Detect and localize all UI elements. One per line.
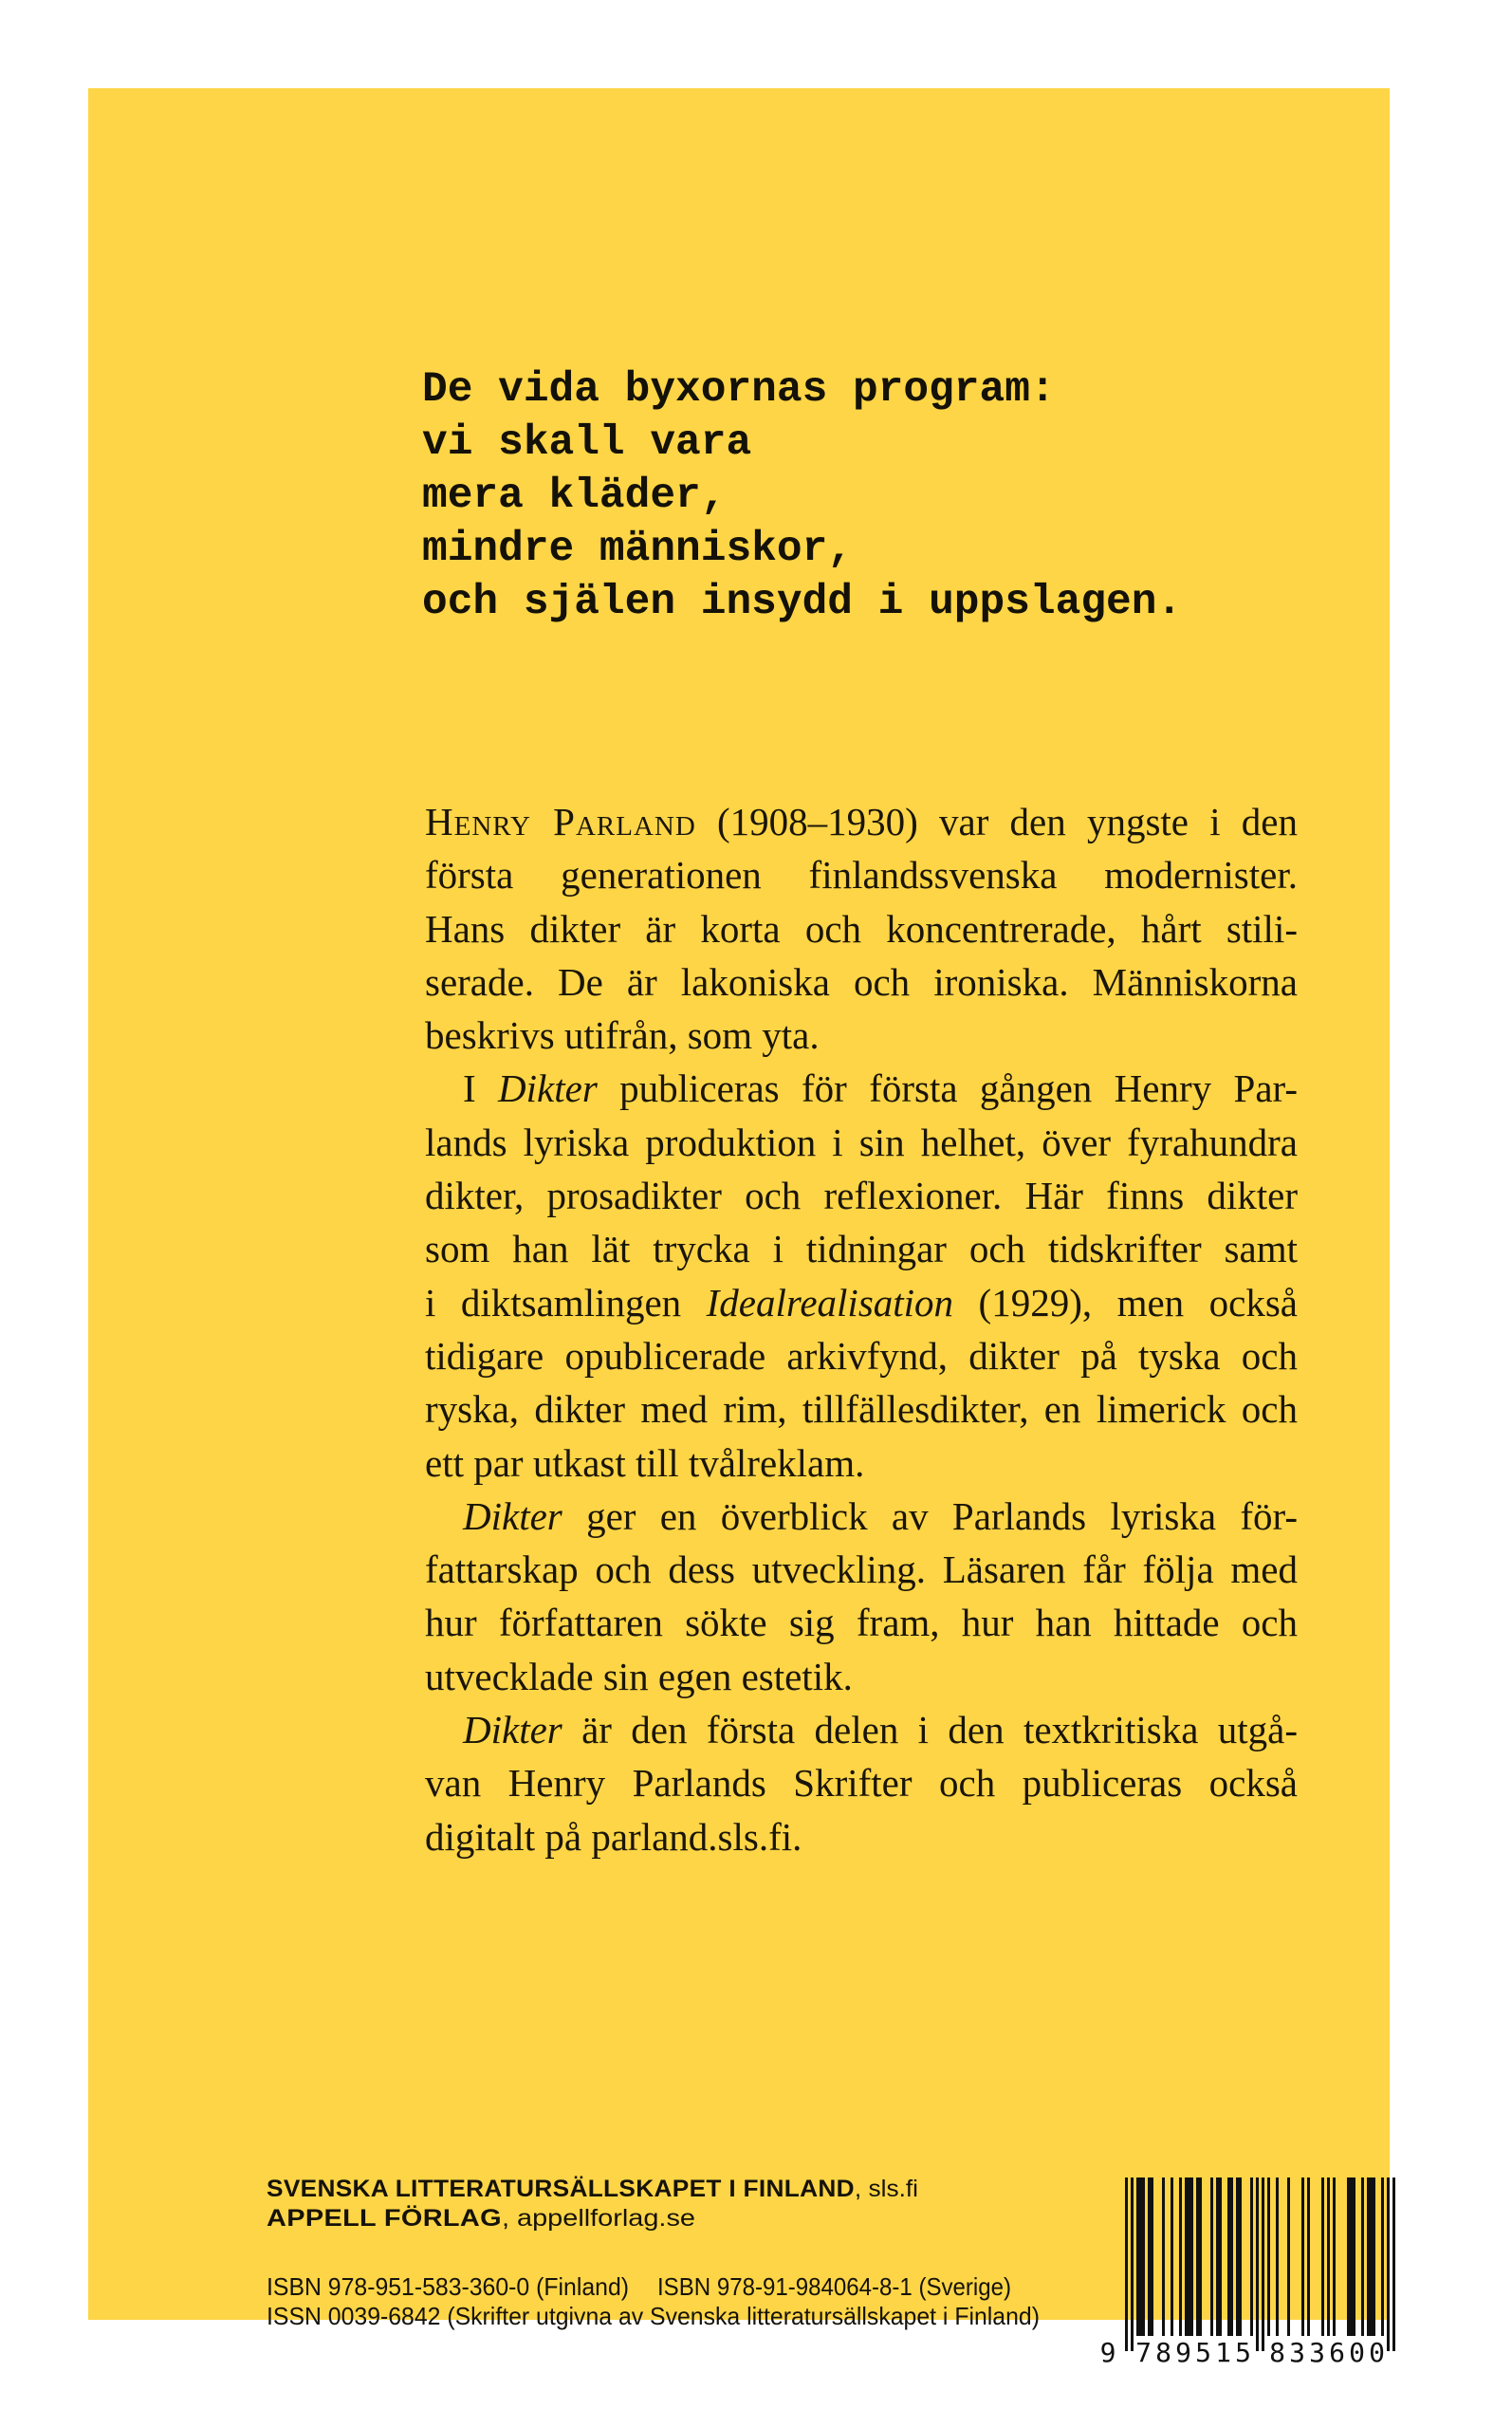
isbn-line xyxy=(267,2272,1077,2302)
barcode-bar xyxy=(1162,2177,1165,2336)
description-line xyxy=(425,902,1298,955)
description-line xyxy=(425,1116,1298,1169)
publisher-name: SVENSKA LITTERATURSÄLLSKAPET I FINLAND xyxy=(267,2176,855,2202)
barcode-digit: 6 xyxy=(1329,2337,1345,2368)
text-run: utvecklade sin egen estetik. xyxy=(425,1654,853,1698)
publishers-block xyxy=(267,2175,918,2233)
text-run: ger en överblick av Parlands lyriska för- xyxy=(562,1493,1298,1538)
barcode-bar xyxy=(1301,2177,1304,2336)
poem-line: vi skall vara xyxy=(422,419,752,467)
barcode-guard-bar xyxy=(1131,2177,1134,2351)
poem-line: och själen insydd i uppslagen. xyxy=(422,579,1183,626)
barcode-bar xyxy=(1367,2177,1375,2336)
barcode-bar xyxy=(1227,2177,1233,2336)
barcode-digit: 8 xyxy=(1155,2337,1171,2368)
publisher-comma: , xyxy=(501,2205,518,2232)
description-line xyxy=(425,1810,1298,1863)
barcode-guard-bar xyxy=(1392,2177,1395,2351)
description-line xyxy=(425,1062,1298,1115)
barcode-bar xyxy=(1307,2177,1310,2336)
description-paragraph xyxy=(425,795,1298,1062)
barcode-digit: 0 xyxy=(1369,2337,1385,2368)
description-line xyxy=(425,1436,1298,1490)
barcode-bar xyxy=(1185,2177,1193,2336)
barcode-bar xyxy=(1361,2177,1364,2336)
book-title: Dikter xyxy=(463,1493,562,1538)
barcode-digit: 8 xyxy=(1269,2337,1285,2368)
barcode-digit: 5 xyxy=(1235,2337,1251,2368)
text-run: fattarskap och dess utveckling. Läsaren får följa med xyxy=(425,1547,1298,1592)
identifiers-block xyxy=(267,2272,1077,2331)
poem-line: De vida byxornas program: xyxy=(422,366,1056,414)
issn-line xyxy=(267,2302,1077,2331)
barcode-bar xyxy=(1136,2177,1145,2336)
barcode-bar xyxy=(1171,2177,1173,2336)
issn: ISSN 0039-6842 (Skrifter utgivna av Svenska litteratursällskapet i Finland) xyxy=(267,2302,1040,2330)
description-line xyxy=(425,1169,1298,1222)
barcode-bar xyxy=(1381,2177,1384,2336)
barcode-bar xyxy=(1236,2177,1242,2336)
text-run: i diktsamlingen xyxy=(425,1280,707,1325)
barcode-bar xyxy=(1267,2177,1270,2336)
barcode-bar xyxy=(1347,2177,1355,2336)
barcode-bar xyxy=(1327,2177,1330,2336)
description-line xyxy=(425,1276,1298,1329)
text-run: beskrivs utifrån, som yta. xyxy=(425,1013,820,1058)
description-line xyxy=(425,1650,1298,1703)
publisher-name: APPELL FÖRLAG xyxy=(267,2205,502,2232)
description-line xyxy=(425,1382,1298,1436)
text-run: Hans dikter är korta och koncentrerade, hårt stili- xyxy=(425,906,1298,951)
description-paragraph xyxy=(425,1490,1298,1703)
barcode-bar xyxy=(1287,2177,1290,2336)
text-run: dikter, prosadikter och reflexioner. Här finns dikter xyxy=(425,1174,1298,1218)
barcode-bar xyxy=(1276,2177,1279,2336)
description-line xyxy=(425,848,1298,901)
barcode-bar xyxy=(1250,2177,1253,2336)
barcode-digit: 7 xyxy=(1135,2337,1152,2368)
barcode-bar xyxy=(1333,2177,1336,2336)
publisher-url: sls.fi xyxy=(868,2176,918,2202)
description-line xyxy=(425,1009,1298,1062)
barcode-digit: 1 xyxy=(1215,2337,1231,2368)
publisher-url: appellforlag.se xyxy=(517,2205,695,2232)
ean13-barcode xyxy=(1094,2171,1407,2375)
barcode-bar xyxy=(1179,2177,1182,2336)
description-line xyxy=(425,1756,1298,1809)
description-line xyxy=(425,795,1298,848)
book-title: Dikter xyxy=(498,1066,598,1111)
barcode-digit: 0 xyxy=(1349,2337,1365,2368)
publisher-comma: , xyxy=(854,2176,869,2202)
description-paragraph xyxy=(425,1703,1298,1863)
isbn-finland: ISBN 978-951-583-360-0 (Finland) xyxy=(267,2272,630,2301)
text-run: första generationen finlandssvenska modernister. xyxy=(425,853,1298,898)
text-run: är den första delen i den textkritiska utgå- xyxy=(562,1708,1298,1752)
barcode-digit: 5 xyxy=(1195,2337,1211,2368)
text-run: van Henry Parlands Skrifter och publiceras också xyxy=(425,1761,1298,1806)
text-run: tidigare opublicerade arkivfynd, dikter på tyska och xyxy=(425,1333,1298,1378)
barcode-bar xyxy=(1196,2177,1202,2336)
description-line xyxy=(425,1543,1298,1596)
text-run: serade. De är lakoniska och ironiska. Människorna xyxy=(425,959,1298,1004)
barcode-guard-bar xyxy=(1262,2177,1264,2351)
book-back-cover xyxy=(88,88,1390,2368)
book-title: Idealrealisation xyxy=(706,1280,954,1325)
text-run: digitalt på parland.sls.fi. xyxy=(425,1814,802,1859)
description-line xyxy=(425,1490,1298,1543)
publisher-appell xyxy=(267,2204,695,2233)
poem-line: mera kläder, xyxy=(422,473,727,520)
barcode-digit: 9 xyxy=(1175,2337,1191,2368)
book-description xyxy=(425,795,1298,1863)
barcode-bar xyxy=(1210,2177,1213,2336)
description-line xyxy=(425,1222,1298,1275)
description-line xyxy=(425,1329,1298,1382)
barcode-digit: 9 xyxy=(1099,2337,1116,2368)
text-run: lands lyriska produktion i sin helhet, över fyrahundra xyxy=(425,1120,1298,1164)
text-run: ett par utkast till tvålreklam. xyxy=(425,1440,865,1485)
text-run: som han lät trycka i tidningar och tidskrifter samt xyxy=(425,1227,1298,1271)
text-run: I xyxy=(463,1066,499,1111)
barcode-guard-bar xyxy=(1387,2177,1390,2351)
poem-excerpt xyxy=(422,363,1276,629)
text-run: (1929), men också xyxy=(953,1280,1298,1325)
book-title: Dikter xyxy=(463,1708,562,1752)
text-run: (1908–1930) var den yngste i den xyxy=(695,800,1298,843)
description-line xyxy=(425,955,1298,1009)
text-run: publiceras för första gången Henry Par- xyxy=(597,1066,1299,1111)
barcode-digit: 3 xyxy=(1289,2337,1305,2368)
isbn-sverige: ISBN 978-91-984064-8-1 (Sverige) xyxy=(657,2272,1012,2301)
text-run: hur författaren sökte sig fram, hur han hittade och xyxy=(425,1601,1298,1645)
description-line xyxy=(425,1596,1298,1649)
barcode-guard-bar xyxy=(1125,2177,1128,2351)
text-run: ryska, dikter med rim, tillfällesdikter, en limerick och xyxy=(425,1387,1298,1432)
barcode-bar xyxy=(1321,2177,1324,2336)
description-paragraph xyxy=(425,1062,1298,1489)
barcode-guard-bar xyxy=(1256,2177,1259,2351)
poem-line: mindre människor, xyxy=(422,526,853,573)
description-line xyxy=(425,1703,1298,1756)
author-name: Henry Parland xyxy=(425,800,696,843)
barcode-bar xyxy=(1216,2177,1222,2336)
publisher-sls xyxy=(267,2175,918,2204)
barcode-bar xyxy=(1148,2177,1153,2336)
barcode-digit: 3 xyxy=(1309,2337,1325,2368)
